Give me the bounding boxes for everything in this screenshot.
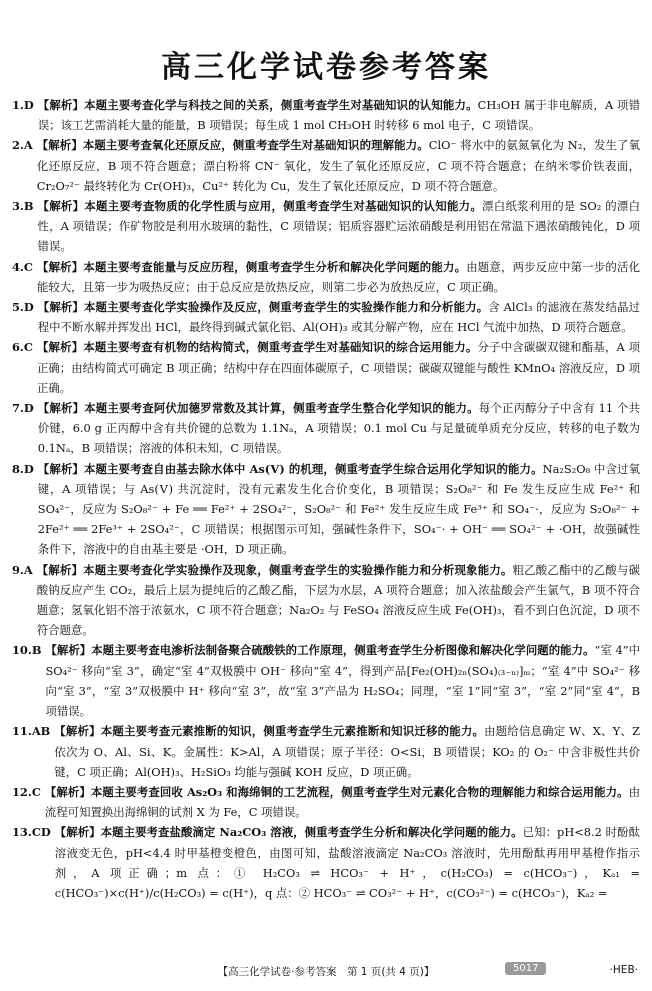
answer-item: [12, 640, 640, 721]
analysis-tag: 【解析】: [37, 401, 85, 416]
answer-item: [12, 135, 640, 196]
item-number: 3.B: [12, 199, 34, 214]
analysis-tag: 【解析】: [36, 340, 84, 355]
item-lead: 本题主要考查化学与科技之间的关系，侧重考查学生对基础知识的认知能力。: [84, 98, 478, 112]
answer-item: [12, 196, 640, 257]
item-number: 10.B: [12, 643, 42, 658]
item-lead: 本题主要考查有机物的结构简式，侧重考查学生对基础知识的综合运用能力。: [83, 340, 478, 355]
item-text: 每个正丙醇分子中含有 11 个共价键，6.0 g 正丙醇中含有共价键的总数为 1.1Nₐ，A 项错误；0.1 mol Cu 与足量硫单质充分反应，转移的电子数为 0.1Nₐ，B 项错误；溶液的体积未知，C 项错误。: [37, 401, 640, 456]
answer-item: [12, 398, 640, 459]
item-body: [45, 782, 640, 822]
footer-page-info: 【高三化学试卷·参考答案 第 1 页(共 4 页)】: [217, 966, 435, 978]
footer-region-code: ·HEB·: [609, 964, 638, 976]
analysis-tag: 【解析】: [45, 643, 92, 658]
item-text: 由题给信息确定 W、X、Y、Z 依次为 O、Al、Si、K。金属性：K>Al，A 项错误；原子半径：O<Si，B 项错误；KO₂ 的 O₂⁻ 中含非极性共价键，C 项正确；Al(OH)₃、H₂SiO₃ 均能与强碱 KOH 反应，D 项正确。: [54, 724, 640, 779]
footer-code-badge: 5017: [505, 962, 546, 975]
item-text: Na₂S₂O₈ 中含过氧键，A 项错误；与 As(Ⅴ) 共沉淀时，没有元素发生化合价变化，B 项错误；S₂O₈²⁻ 和 Fe 发生反应生成 Fe²⁺ 和 SO₄²⁻，反应为 S₂O₈²⁻ + Fe ══ Fe²⁺ + 2SO₄²⁻，S₂O₈²⁻ 和 Fe²⁺ 发生反应生成 Fe³⁺ 和 SO₄⁻·，反应为 S₂O₈²⁻ + 2Fe²⁺ ══ 2Fe³⁺ + 2SO₄²⁻，C 项错误；根据图示可知，强碱性条件下，SO₄⁻· + OH⁻ ══ SO₄²⁻ + ·OH，故强碱性条件下，溶液中的自由基主要是 ·OH，D 项正确。: [37, 461, 640, 557]
item-number: 11.AB: [12, 724, 51, 739]
answer-item: [12, 822, 640, 903]
item-text: 粗乙酸乙酯中的乙酸与碳酸钠反应产生 CO₂，最后上层为提纯后的乙酸乙酯，下层为水层，A 项符合题意；加入浓盐酸会产生氯气，B 项不符合题意；氢氧化铝不溶于浓氨水，C 项不符合题意；Na₂O₂ 与 FeSO₄ 溶液反应生成 Fe(OH)₃，看不到白色沉淀，D 项不符合题意。: [36, 562, 640, 638]
item-lead: 本题主要考查盐酸滴定 Na₂CO₃ 溶液，侧重考查学生分析和解决化学问题的能力。: [100, 825, 523, 840]
item-body: [37, 135, 640, 196]
item-body: [45, 640, 640, 721]
item-number: 6.C: [12, 340, 33, 355]
item-body: [38, 297, 640, 337]
item-text: CH₃OH 属于非电解质，A 项错误；该工艺需消耗大量的能量，B 项错误；每生成 1 mol CH₃OH 时转移 6 mol 电子，C 项错误。: [37, 98, 640, 133]
item-text: 由题意，两步反应中第一步的活化能较大，且第一步为吸热反应；由于总反应是放热反应，则第二步必为放热反应，C 项正确。: [36, 259, 640, 294]
answer-list: [12, 95, 640, 903]
item-number: 2.A: [12, 138, 33, 153]
analysis-tag: 【解析】: [37, 300, 84, 315]
analysis-tag: 【解析】: [36, 138, 83, 153]
item-number: 5.D: [12, 300, 34, 315]
item-body: [38, 459, 640, 560]
item-lead: 本题主要考查能量与反应历程，侧重考查学生分析和解决化学问题的能力。: [83, 259, 467, 274]
item-lead: 本题主要考查化学实验操作及反应，侧重考查学生的实验操作能力和分析能力。: [83, 300, 489, 315]
item-body: [37, 560, 640, 641]
item-lead: 本题主要考查回收 As₂O₃ 和海绵铜的工艺流程，侧重考查学生对元素化合物的理解能力和综合运用能力。: [90, 784, 629, 799]
page-title: 高三化学试卷参考答案: [161, 50, 491, 85]
answer-item: [12, 297, 640, 337]
item-body: [37, 337, 640, 398]
item-body: [38, 196, 640, 257]
item-text: “室 4”中 SO₄²⁻ 移向“室 3”，确定“室 4”双极膜中 OH⁻ 移向“室 4”，得到产品[Fe₂(OH)₂ₙ(SO₄)₍₃₋ₙ₎]ₘ；“室 4”中 SO₄²⁻ 移向“室 3”，“室 3”双极膜中 H⁺ 移向“室 3”，故“室 3”产品为 H₂SO₄；同理，“室 1”同“室 3”，“室 2”同“室 4”，B 项错误。: [45, 643, 640, 719]
item-number: 9.A: [12, 562, 33, 577]
item-text: 漂白纸浆利用的是 SO₂ 的漂白性，A 项错误；作矿物胶是利用水玻璃的黏性，C 项错误；铝质容器贮运浓硝酸是利用铝在常温下遇浓硝酸钝化，D 项错误。: [37, 199, 640, 254]
item-number: 1.D: [12, 98, 34, 112]
item-lead: 本题主要考查自由基去除水体中 As(Ⅴ) 的机理，侧重考查学生综合运用化学知识的能力。: [83, 461, 543, 476]
item-text: ClO⁻ 将水中的氨氮氧化为 N₂，发生了氧化还原反应，B 项不符合题意；漂白粉将 CN⁻ 氧化，发生了氧化还原反应，C 项不符合题意；在纳米零价铁表面，Cr₂O₇²⁻ 最终转化为 Cr(OH)₃，Cu²⁺ 转化为 Cu，发生了氧化还原反应，D 项不符合题意。: [36, 138, 640, 193]
answer-item: [12, 721, 640, 782]
page-footer: [0, 962, 652, 982]
item-body: [37, 257, 640, 297]
item-lead: 本题主要考查化学实验操作及现象，侧重考查学生的实验操作能力和分析现象能力。: [83, 562, 513, 577]
item-number: 13.CD: [12, 825, 51, 840]
item-lead: 本题主要考查元素推断的知识，侧重考查学生元素推断和知识迁移的能力。: [100, 724, 485, 739]
item-lead: 本题主要考查物质的化学性质与应用，侧重考查学生对基础知识的认知能力。: [84, 199, 483, 214]
answer-item: [12, 560, 640, 641]
item-text: 含 AlCl₃ 的滤液在蒸发结晶过程中不断水解并挥发出 HCl，最终得到碱式氯化铝、Al(OH)₃ 或其分解产物，应在 HCl 气流中加热，D 项符合题意。: [37, 300, 640, 335]
answer-item: [12, 459, 640, 560]
item-lead: 本题主要考查电渗析法制备聚合硫酸铁的工作原理，侧重考查学生分析图像和解决化学问题的能力。: [91, 643, 595, 658]
answer-item: [12, 337, 640, 398]
item-text: 已知：pH<8.2 时酚酞溶液变无色，pH<4.4 时甲基橙变橙色，由图可知，盐酸溶液滴定 Na₂CO₃ 溶液时，先用酚酞再用甲基橙作指示剂，A 项正确；m 点：① H₂CO₃ ⇌ HCO₃⁻ + H⁺，c(H₂CO₃) = c(HCO₃⁻)，Kₐ₁ = c(HCO₃⁻)×c(H⁺)/c(H₂CO₃) = c(H⁺)，q 点：② HCO₃⁻ ⇌ CO₃²⁻ + H⁺，c(CO₃²⁻) = c(HCO₃⁻)，Kₐ₂ =: [54, 825, 640, 900]
analysis-tag: 【解析】: [37, 199, 85, 214]
answer-item: [12, 782, 640, 822]
item-body: [55, 822, 640, 903]
analysis-tag: 【解析】: [54, 724, 101, 739]
item-text: 由流程可知置换出海绵铜的试剂 X 为 Fe，C 项错误。: [44, 784, 640, 820]
item-number: 12.C: [12, 784, 41, 799]
answer-item: [12, 95, 640, 135]
item-number: 7.D: [12, 401, 34, 416]
item-body: [38, 95, 640, 135]
item-body: [54, 721, 640, 782]
item-text: 分子中含碳碳双键和酯基，A 项正确；由结构简式可确定 B 项正确；结构中存在四面体碳原子，C 项错误；碳碳双键能与酸性 KMnO₄ 溶液反应，D 项正确。: [36, 340, 640, 395]
analysis-tag: 【解析】: [37, 98, 85, 112]
answer-item: [12, 257, 640, 297]
analysis-tag: 【解析】: [54, 825, 101, 840]
item-lead: 本题主要考查阿伏加德罗常数及其计算，侧重考查学生整合化学知识的能力。: [84, 401, 479, 416]
analysis-tag: 【解析】: [44, 784, 91, 799]
item-lead: 本题主要考查氧化还原反应，侧重考查学生对基础知识的理解能力。: [82, 138, 429, 153]
item-number: 8.D: [12, 461, 34, 476]
analysis-tag: 【解析】: [37, 461, 84, 476]
item-number: 4.C: [12, 259, 33, 274]
analysis-tag: 【解析】: [36, 562, 84, 577]
item-body: [38, 398, 640, 459]
analysis-tag: 【解析】: [36, 259, 84, 274]
